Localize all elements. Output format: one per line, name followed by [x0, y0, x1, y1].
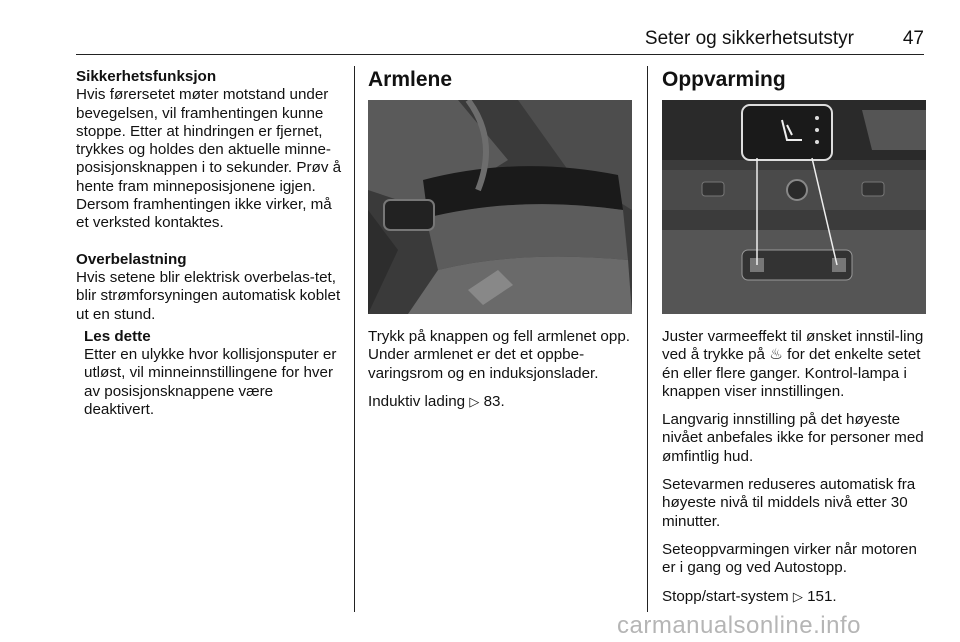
reference-arrow-icon: ▷ — [469, 393, 480, 409]
column-divider — [647, 66, 648, 612]
heating-paragraph-1 — [662, 328, 926, 401]
stopstart-ref-text: Stopp/start-system — [662, 587, 789, 605]
section-title: Seter og sikkerhetsutstyr — [644, 28, 854, 49]
note-title: Les dette — [84, 327, 151, 345]
armrest-illustration — [368, 100, 632, 314]
heating-text-part: for det enkelte setet én eller flere ganger. Kontrol-lampa i knappen viser innstillingen. — [662, 346, 921, 400]
heating-paragraph-3: Setevarmen reduseres automatisk fra høyeste nivå til middels nivå etter 30 minutter. — [662, 476, 916, 530]
page-header — [76, 28, 924, 55]
heating-heading: Oppvarming — [662, 68, 786, 91]
watermark: carmanualsonline.info — [617, 612, 861, 639]
heating-illustration — [662, 100, 926, 314]
column-right — [662, 68, 926, 616]
note-box — [84, 328, 344, 419]
stopstart-reference — [662, 588, 926, 606]
safety-paragraph: Hvis førersetet møter motstand under bevegelsen, vil framhentingen kunne stoppe. Etter at hindringen er fjernet, trykkes og holdes den aktuelle minne-posisjonsknappen i to sekunder. Prøv å hente fram minneposisjonene igjen. Dersom framhentingen ikke virker, må et verksted kontaktes. — [76, 86, 342, 232]
overload-heading: Overbelastning — [76, 250, 187, 268]
reference-arrow-icon: ▷ — [792, 588, 803, 604]
induction-ref-page[interactable]: 83. — [483, 392, 505, 410]
armrest-paragraph: Trykk på knappen og fell armlenet opp. Under armlenet er det et oppbe-varingsrom og en induksjonslader. — [368, 328, 630, 382]
note-text: Etter en ulykke hvor kollisjonsputer er utløst, vil minneinnstillingene for hver av posisjonsknappene være deaktivert. — [84, 346, 337, 419]
safety-heading: Sikkerhetsfunksjon — [76, 68, 217, 85]
heating-text-part: Juster varmeeffekt til ønsket innstil-ling ved å trykke på — [662, 328, 924, 364]
induction-reference — [368, 393, 633, 411]
stopstart-ref-page[interactable]: 151. — [807, 587, 837, 605]
heating-paragraph-2: Langvarig innstilling på det høyeste nivået anbefales ikke for personer med ømfintlig hud. — [662, 411, 924, 465]
armrest-figure — [368, 100, 632, 314]
column-left — [76, 68, 344, 419]
page-number: 47 — [902, 28, 924, 49]
heating-paragraph-4: Seteoppvarmingen virker når motoren er i gang og ved Autostopp. — [662, 540, 917, 577]
induction-ref-text: Induktiv lading — [368, 392, 466, 410]
seat-heating-icon: ♨ — [769, 346, 783, 364]
column-middle — [368, 68, 633, 421]
overload-paragraph: Hvis setene blir elektrisk overbelas-tet, blir strømforsyningen automatisk koblet ut en stund. — [76, 268, 341, 323]
heating-figure — [662, 100, 926, 314]
column-divider — [354, 66, 355, 612]
armrest-heading: Armlene — [368, 68, 453, 91]
